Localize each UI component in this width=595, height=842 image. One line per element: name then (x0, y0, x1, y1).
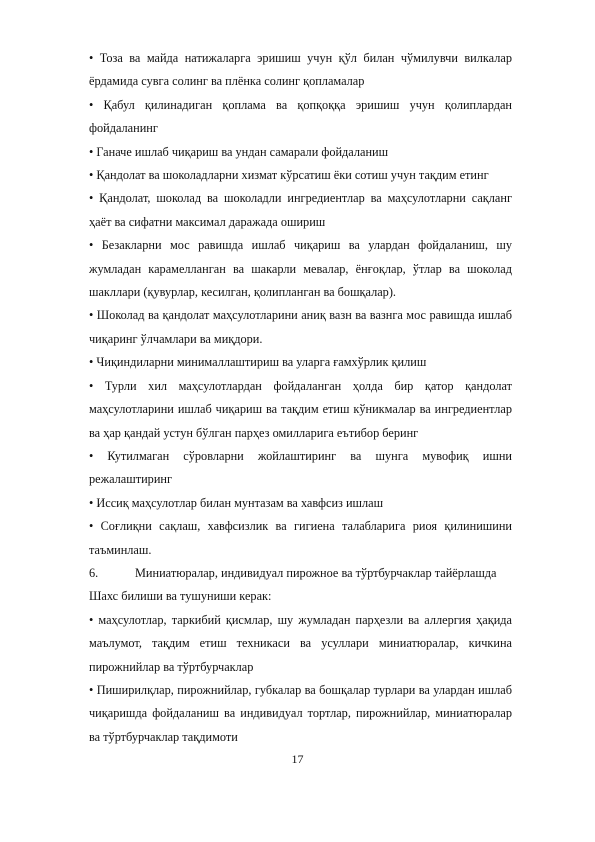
section-heading (89, 562, 512, 585)
section-title: Миниатюралар, индивидуал пирожное ва тўртбурчаклар тайёрлашда (135, 565, 497, 580)
paragraph: • Кутилмаган сўровларни жойлаштиринг ва шунга мувофиқ ишни режалаштиринг (89, 448, 512, 487)
paragraph: • Тоза ва майда натижаларга эришиш учун қўл билан чўмилувчи вилкалар ёрдамида сувга солинг ва плёнка солинг қопламалар (89, 51, 512, 89)
document-body (89, 47, 512, 749)
page-number: 17 (291, 752, 304, 766)
paragraph: • маҳсулотлар, таркибий қисмлар, шу жумладан парҳезли ва аллергия ҳақида маълумот, тақдим етиш техникаси ва усуллари миниатюралар, кичкина пирожнийлар ва тўртбурчаклар (89, 612, 512, 674)
section-number: 6. (89, 565, 99, 580)
paragraph: • Қабул қилинадиган қоплама ва қопқоққа эришиш учун қолиплардан фойдаланинг (89, 97, 512, 136)
paragraph: • Чиқиндиларни минималлаштириш ва уларга ғамхўрлик қилиш (89, 355, 427, 370)
paragraph: • Пиширилқлар, пирожнийлар, губкалар ва бошқалар турлари ва улардан ишлаб чиқаришда фойдаланиш ва индивидуал тортлар, пирожнийлар, миниатюралар ва тўртбурчаклар тақдимоти (89, 682, 512, 744)
paragraph: • Ганаче ишлаб чиқариш ва ундан самарали фойдаланиш (89, 144, 389, 159)
paragraph: • Иссиқ маҳсулотлар билан мунтазам ва хавфсиз ишлаш (89, 495, 384, 510)
paragraph: • Шоколад ва қандолат маҳсулотларини аниқ вазн ва вазнга мос равишда ишлаб чиқаринг ўлчамлари ва миқдори. (89, 308, 512, 346)
paragraph: • Қандолат ва шоколадларни хизмат кўрсатиш ёки сотиш учун тақдим етинг (89, 168, 489, 183)
paragraph: • Қандолат, шоколад ва шоколадли ингредиентлар ва маҳсулотларни сақланг ҳаёт ва сифатни максимал даражада ошириш (89, 191, 512, 229)
paragraph: • Безакларни мос равишда ишлаб чиқариш ва улардан фойдаланиш, шу жумладан карамелланган ва шакарли мевалар, ёнғоқлар, ўтлар ва шоколад шакллари (қувурлар, кесилган, қолипланган ва бошқалар). (89, 238, 512, 300)
paragraph: • Турли хил маҳсулотлардан фойдаланган ҳолда бир қатор қандолат маҳсулотларини ишлаб чиқариш ва тақдим етиш кўникмалар ва ингредиентлар ва ҳар қандай устун бўлган парҳез омилларига еътибор беринг (89, 378, 512, 440)
paragraph: • Соғлиқни сақлаш, хавфсизлик ва гигиена талабларига риоя қилинишини таъминлаш. (89, 519, 512, 557)
paragraph: Шахс билиши ва тушуниши керак: (89, 589, 272, 604)
